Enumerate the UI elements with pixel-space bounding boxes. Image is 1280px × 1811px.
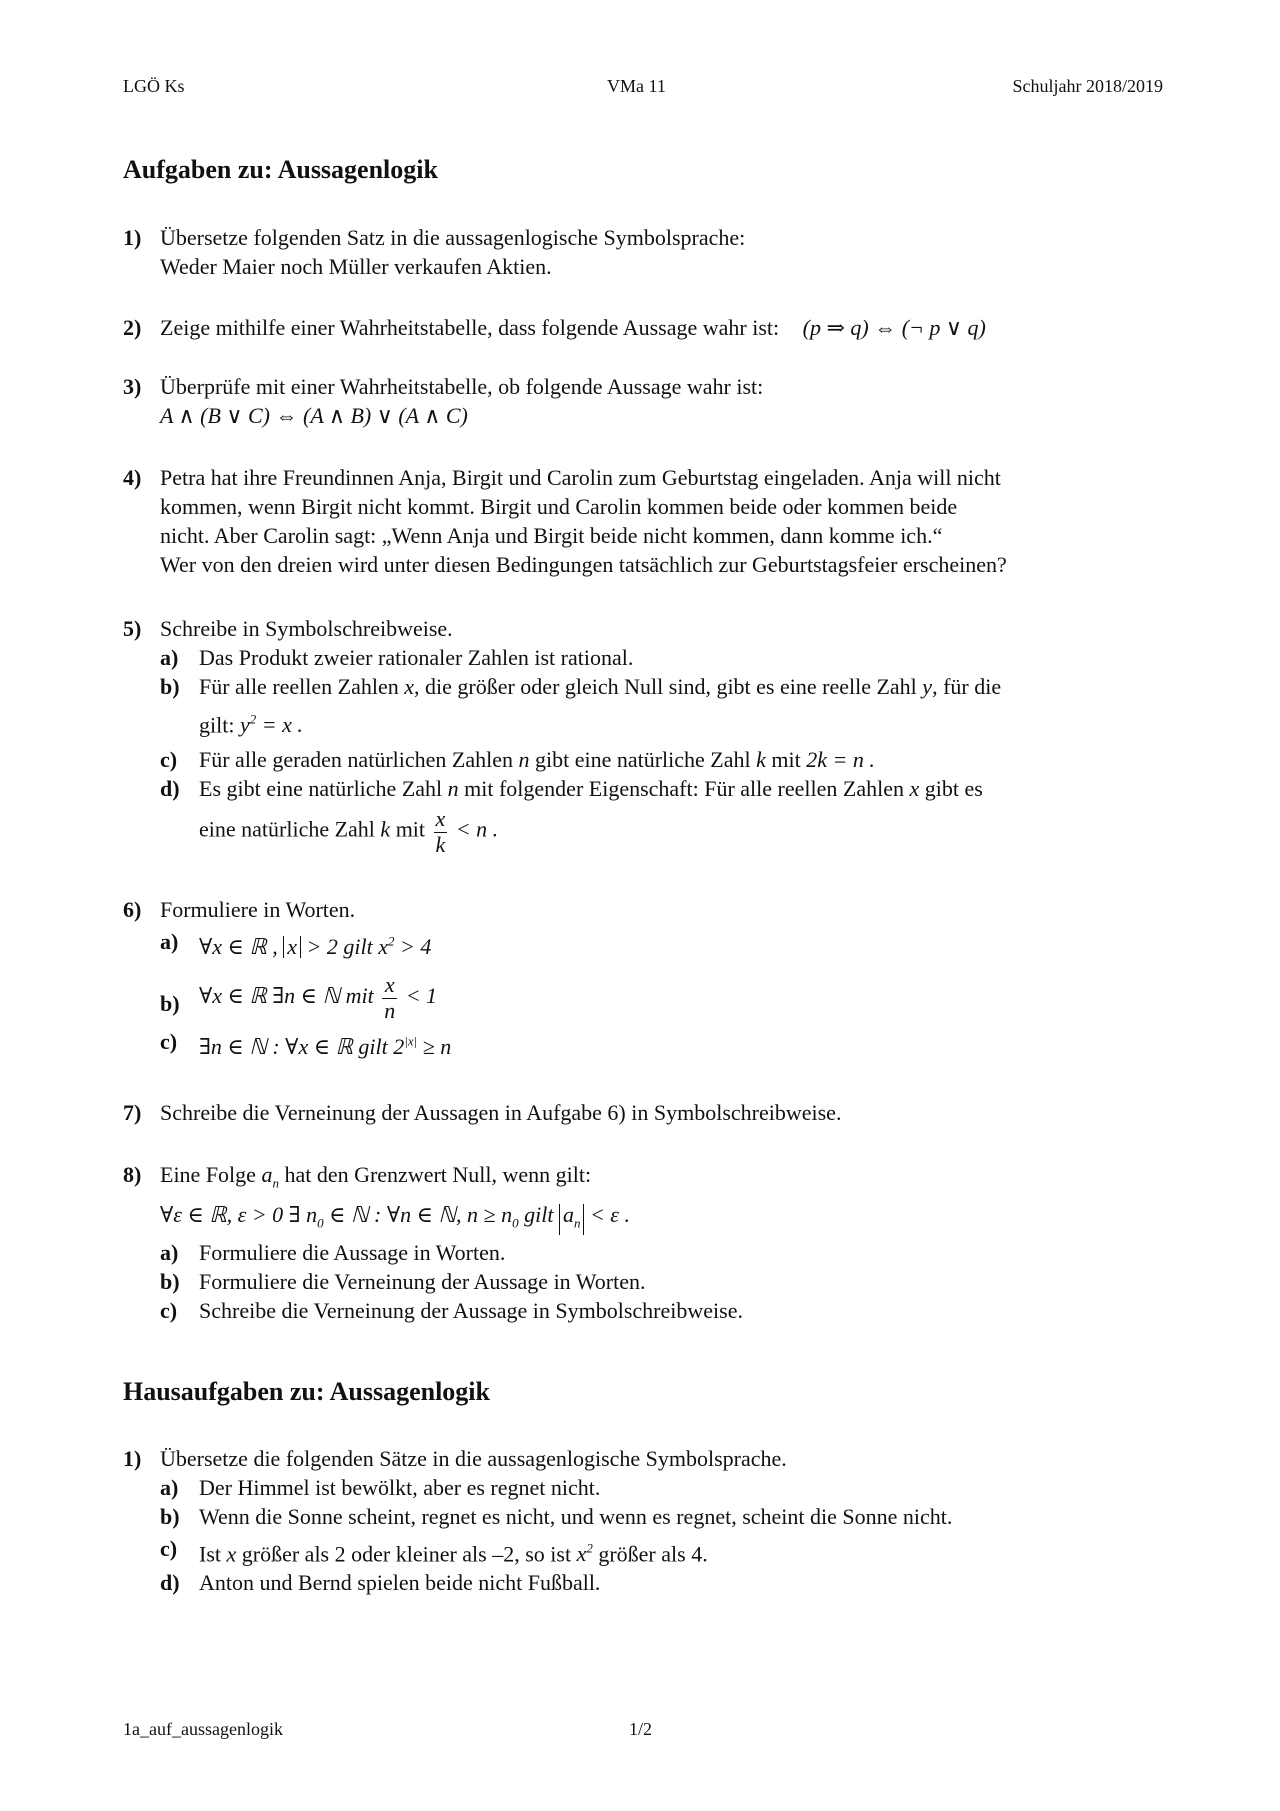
subtask-label: a) — [160, 645, 179, 670]
subtask-text: Wenn die Sonne scheint, regnet es nicht, und wenn es regnet, scheint die Sonne nicht. — [199, 1504, 953, 1529]
subtask-a — [160, 643, 1173, 672]
subtask-a — [160, 1238, 1173, 1267]
task-number: 5) — [123, 616, 142, 641]
section-title-hausaufgaben: Hausaufgaben zu: Aussagenlogik — [123, 1377, 490, 1406]
subtask-text: Schreibe die Verneinung der Aussage in Symbolschreibweise. — [199, 1297, 743, 1323]
formula: ∀x ∈ ℝ , x > 2 gilt $x^2 > 4$ — [199, 934, 432, 960]
task-text: Formuliere in Worten. — [160, 897, 356, 922]
var-n: n — [447, 776, 459, 802]
task-text: Weder Maier noch Müller verkaufen Aktien. — [160, 254, 552, 279]
subtask-label: b) — [160, 674, 180, 699]
task-text: kommen, wenn Birgit nicht kommt. Birgit und Carolin kommen beide oder kommen beide — [160, 494, 958, 519]
subtask-b — [160, 1267, 1173, 1296]
subtask-text: , für die — [932, 674, 1002, 699]
subtask-label: b) — [160, 991, 180, 1017]
subtask-label: c) — [160, 747, 178, 773]
subtask-d — [160, 1568, 1173, 1597]
footer-filename: 1a_auf_aussagenlogik — [123, 1719, 283, 1739]
formula: $y^2 = x$ . — [239, 712, 303, 738]
subtask-label: d) — [160, 776, 180, 802]
header-course: VMa 11 — [607, 76, 666, 96]
subtask-d — [160, 774, 1173, 856]
task-text: nicht. Aber Carolin sagt: „Wenn Anja und Birgit beide nicht kommen, dann komme ich.“ — [160, 523, 943, 548]
task-7 — [123, 1098, 1173, 1127]
task-text: Petra hat ihre Freundinnen Anja, Birgit und Carolin zum Geburtstag eingeladen. Anja will nicht — [160, 465, 1001, 490]
task-text: Überprüfe mit einer Wahrheitstabelle, ob folgende Aussage wahr ist: — [160, 374, 764, 399]
task-6 — [123, 895, 1173, 1061]
formula: < n . — [450, 817, 499, 843]
fraction: $\frac{x}{k}$ — [435, 806, 446, 857]
var-x: x — [226, 1541, 237, 1567]
fraction: $\frac{x}{n}$ — [384, 972, 396, 1023]
task-text: Eine Folge — [160, 1162, 262, 1187]
task-1 — [123, 223, 1173, 281]
header-school: LGÖ Ks — [123, 76, 185, 96]
subtask-text: größer als 4. — [592, 1541, 708, 1567]
task-number: 2) — [123, 315, 142, 340]
subtask-text: , die größer oder gleich Null sind, gibt es eine reelle Zahl — [414, 674, 923, 699]
subtask-text: mit folgender Eigenschaft: Für alle reellen Zahlen — [458, 776, 910, 802]
subtask-text: Für alle reellen Zahlen — [199, 674, 405, 699]
subtask-text: größer als 2 oder kleiner als –2, so ist — [236, 1541, 577, 1567]
subtask-text: gibt eine natürliche Zahl — [529, 747, 757, 773]
section-title-aufgaben: Aufgaben zu: Aussagenlogik — [123, 155, 438, 184]
task-text: Schreibe in Symbolschreibweise. — [160, 616, 453, 641]
subtask-label: c) — [160, 1028, 178, 1054]
homework-task-1 — [123, 1444, 1173, 1597]
subtask-a — [160, 1473, 1173, 1502]
subtask-b — [160, 1502, 1173, 1531]
subtask-b — [160, 672, 1173, 739]
task-number: 1) — [123, 1446, 142, 1471]
subtask-a — [160, 927, 1173, 961]
subtask-text: Formuliere die Verneinung der Aussage in Worten. — [199, 1268, 646, 1294]
task-text: Wer von den dreien wird unter diesen Bedingungen tatsächlich zur Geburtstagsfeier erscheinen? — [160, 552, 1007, 577]
task-8 — [123, 1160, 1173, 1325]
task-number: 6) — [123, 897, 142, 922]
task-4 — [123, 463, 1173, 579]
subtask-label: c) — [160, 1297, 178, 1323]
task-number: 3) — [123, 374, 142, 399]
subtask-text: Ist — [199, 1541, 227, 1567]
task-text: Schreibe die Verneinung der Aussagen in Aufgabe 6) in Symbolschreibweise. — [160, 1100, 842, 1125]
subtask-b — [160, 973, 1173, 1022]
subtask-label: a) — [160, 1475, 179, 1500]
subtask-label: b) — [160, 1504, 180, 1529]
task-number: 1) — [123, 225, 142, 250]
formula: $x^2$ — [576, 1541, 593, 1567]
formula: $a_n$ — [261, 1162, 279, 1191]
subtask-label: a) — [160, 1239, 179, 1265]
task-text: Übersetze die folgenden Sätze in die aussagenlogische Symbolsprache. — [160, 1446, 787, 1471]
subtask-text: Der Himmel ist bewölkt, aber es regnet nicht. — [199, 1475, 601, 1500]
subtask-c — [160, 745, 1173, 774]
subtask-text: Formuliere die Aussage in Worten. — [199, 1239, 506, 1265]
subtask-c — [160, 1534, 1173, 1568]
task-text: Übersetze folgenden Satz in die aussagenlogische Symbolsprache: — [160, 225, 746, 250]
subtask-c — [160, 1027, 1173, 1061]
subtask-text: Es gibt eine natürliche Zahl — [199, 776, 448, 802]
task-2 — [123, 313, 1173, 342]
task-5 — [123, 614, 1173, 857]
subtask-label: a) — [160, 929, 179, 954]
formula: ∃n ∈ ℕ : ∀x ∈ ℝ gilt $2^{|x|} \ge n$ — [199, 1033, 452, 1060]
var-k: k — [756, 747, 766, 773]
formula: ∀x ∈ ℝ ∃n ∈ ℕ mit $\frac{x}{n}$ < 1 — [199, 972, 438, 1023]
subtask-c — [160, 1296, 1173, 1325]
subtask-text: Das Produkt zweier rationaler Zahlen ist rational. — [199, 645, 634, 670]
formula: A ∧ (B ∨ C) ⇔ (A ∧ B) ∨ (A ∧ C) — [160, 403, 468, 428]
var-n: n — [518, 747, 530, 773]
formula: ∀ε ∈ ℝ, ε > 0 ∃ $n_0$ ∈ ℕ : ∀n ∈ ℕ, $n \ge n_0$ gilt $a_n < \varepsilon$ . — [160, 1200, 1173, 1237]
subtask-text: Anton und Bernd spielen beide nicht Fußball. — [199, 1570, 601, 1596]
subtask-text: gilt: — [199, 712, 240, 738]
subtask-text: mit — [765, 747, 807, 773]
task-number: 7) — [123, 1100, 142, 1125]
task-number: 8) — [123, 1162, 142, 1187]
subtask-text: mit — [390, 817, 431, 843]
subtask-text: Für alle geraden natürlichen Zahlen — [199, 747, 519, 773]
var-k: k — [380, 817, 391, 843]
subtask-label: b) — [160, 1268, 180, 1294]
task-text: Zeige mithilfe einer Wahrheitstabelle, dass folgende Aussage wahr ist: — [160, 315, 780, 340]
subtask-label: d) — [160, 1570, 180, 1596]
footer-page-number: 1/2 — [629, 1719, 653, 1739]
var-x: x — [909, 776, 920, 802]
header-school-year: Schuljahr 2018/2019 — [1012, 76, 1163, 96]
subtask-text: gibt es — [919, 776, 983, 802]
var-y: y — [922, 674, 933, 699]
formula: 2k = n . — [806, 747, 875, 773]
formula: (p ⇒ q) ⇔ (¬ p ∨ q) — [802, 315, 986, 340]
subtask-label: c) — [160, 1536, 178, 1561]
subtask-text: eine natürliche Zahl — [199, 817, 381, 843]
task-3 — [123, 372, 1173, 430]
var-x: x — [404, 674, 415, 699]
task-number: 4) — [123, 465, 142, 490]
task-text: hat den Grenzwert Null, wenn gilt: — [278, 1162, 592, 1187]
